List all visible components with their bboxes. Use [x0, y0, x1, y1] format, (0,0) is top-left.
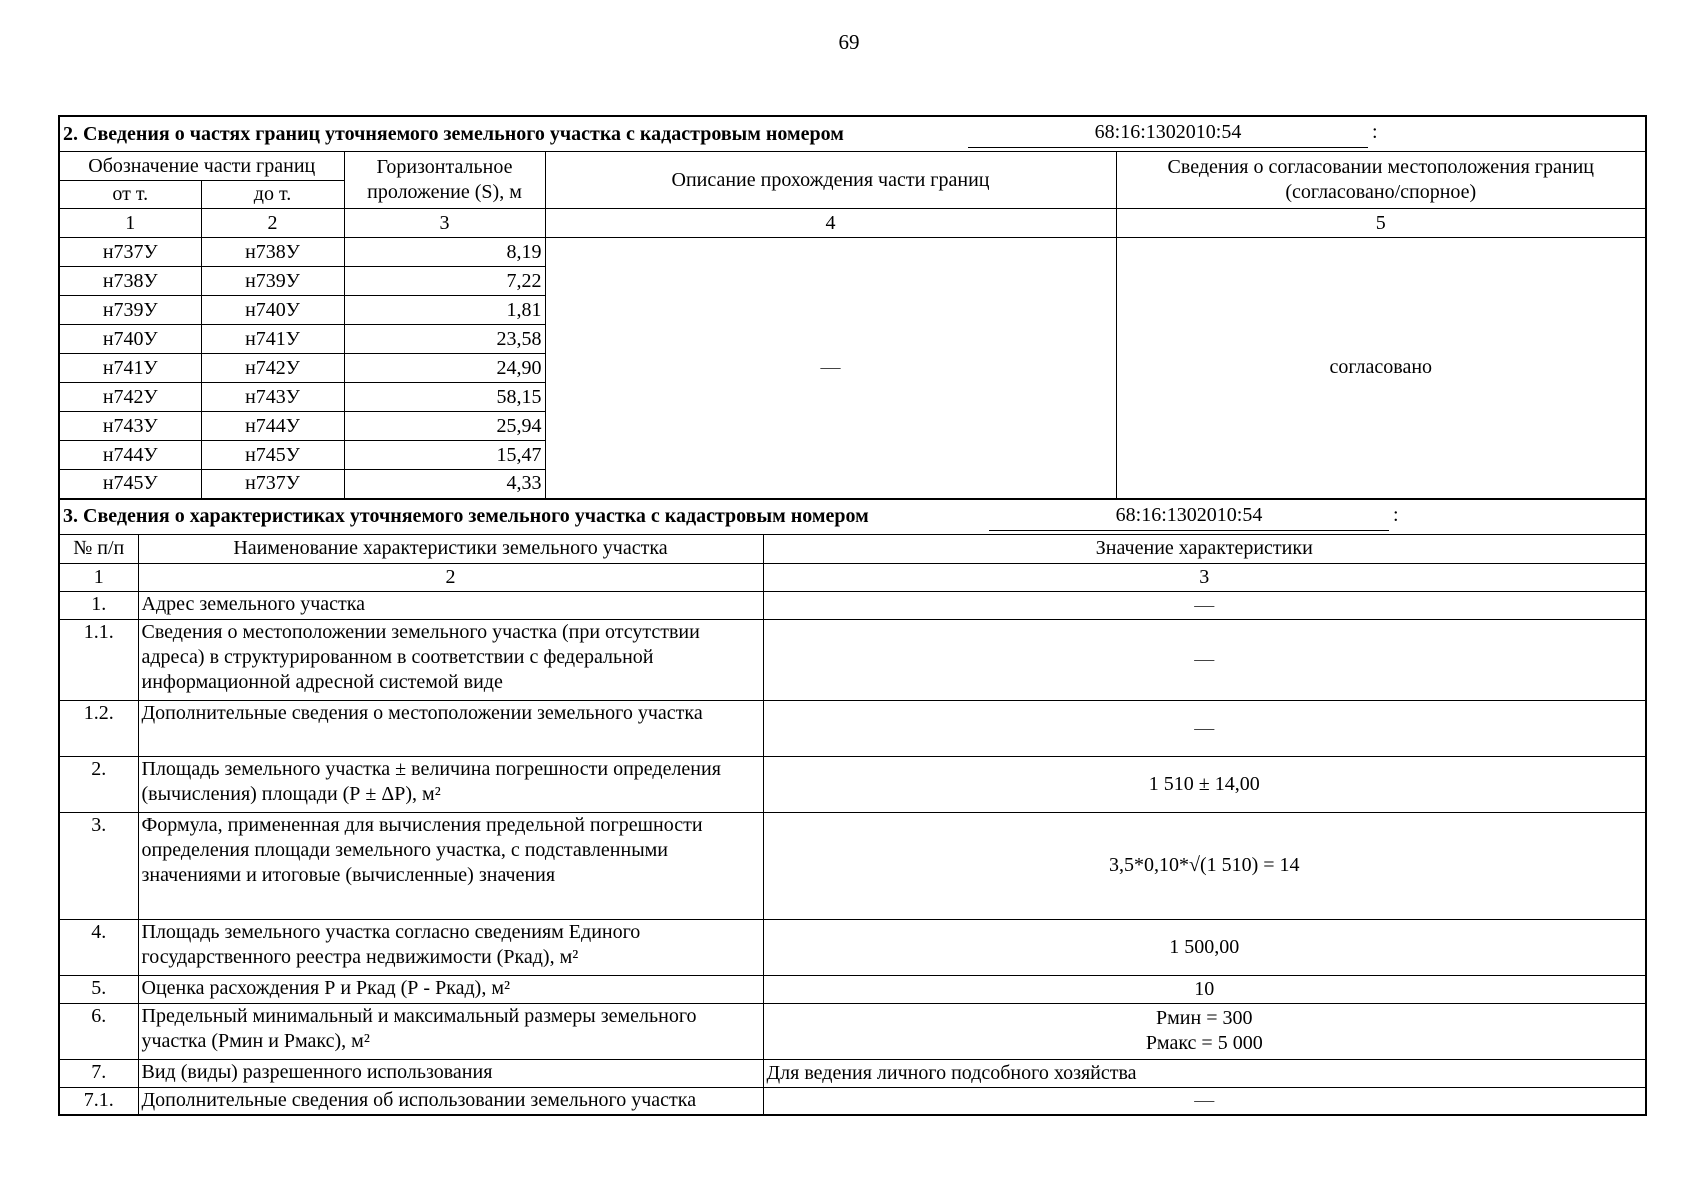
table-row — [59, 238, 1646, 267]
row-number: 1.1. — [59, 619, 138, 700]
from-point: н740У — [59, 325, 201, 354]
col-number: 3 — [344, 209, 545, 238]
section2-title: 2. Сведения о частях границ уточняемого земельного участка с кадастровым номером — [63, 122, 844, 145]
table-row — [59, 1087, 1646, 1115]
row-number: 5. — [59, 975, 138, 1003]
horizontal-length: 25,94 — [344, 412, 545, 441]
to-point: н740У — [201, 296, 344, 325]
header-designation: Обозначение части границ — [59, 152, 344, 181]
to-point: н742У — [201, 354, 344, 383]
section3-cadastral-number: 68:16:1302010:54 — [989, 500, 1389, 531]
horizontal-length: 24,90 — [344, 354, 545, 383]
characteristic-value: 1 510 ± 14,00 — [763, 756, 1646, 812]
row-number: 6. — [59, 1003, 138, 1059]
row-number: 7. — [59, 1059, 138, 1087]
header-agreement: Сведения о согласовании местоположения границ (согласовано/спорное) — [1116, 152, 1646, 209]
characteristic-value: — — [763, 700, 1646, 756]
from-point: н741У — [59, 354, 201, 383]
horizontal-length: 4,33 — [344, 470, 545, 499]
col-number: 2 — [201, 209, 344, 238]
characteristic-value: 3,5*0,10*√(1 510) = 14 — [763, 812, 1646, 919]
horizontal-length: 1,81 — [344, 296, 545, 325]
header-name: Наименование характеристики земельного участка — [138, 534, 763, 563]
from-point: н737У — [59, 238, 201, 267]
to-point: н745У — [201, 441, 344, 470]
col-number: 5 — [1116, 209, 1646, 238]
header-value: Значение характеристики — [763, 534, 1646, 563]
row-number: 1.2. — [59, 700, 138, 756]
characteristic-name: Вид (виды) разрешенного использования — [138, 1059, 763, 1087]
characteristic-value: 1 500,00 — [763, 919, 1646, 975]
description-value: — — [545, 238, 1116, 499]
to-point: н743У — [201, 383, 344, 412]
page-number: 69 — [838, 30, 860, 54]
col-number: 1 — [59, 209, 201, 238]
from-point: н739У — [59, 296, 201, 325]
table-row — [59, 700, 1646, 756]
from-point: н744У — [59, 441, 201, 470]
header-description: Описание прохождения части границ — [545, 152, 1116, 209]
table-row — [59, 591, 1646, 619]
row-number: 4. — [59, 919, 138, 975]
col-number: 4 — [545, 209, 1116, 238]
header-to: до т. — [201, 181, 344, 209]
horizontal-length: 8,19 — [344, 238, 545, 267]
from-point: н742У — [59, 383, 201, 412]
section3-title-cell — [59, 499, 1646, 535]
section3-title: 3. Сведения о характеристиках уточняемого земельного участка с кадастровым номером — [63, 505, 869, 527]
to-point: н744У — [201, 412, 344, 441]
horizontal-length: 7,22 — [344, 267, 545, 296]
table-row — [59, 975, 1646, 1003]
section2-colon: : — [1372, 121, 1378, 143]
horizontal-length: 58,15 — [344, 383, 545, 412]
from-point: н743У — [59, 412, 201, 441]
table-row — [59, 919, 1646, 975]
section2-table — [58, 115, 1647, 500]
characteristic-value: — — [763, 1087, 1646, 1115]
col-number: 1 — [59, 563, 138, 591]
section3-colon: : — [1393, 503, 1399, 526]
characteristic-value: Для ведения личного подсобного хозяйства — [763, 1059, 1646, 1087]
table-row — [59, 619, 1646, 700]
characteristic-name: Адрес земельного участка — [138, 591, 763, 619]
to-point: н739У — [201, 267, 344, 296]
agreement-value: согласовано — [1116, 238, 1646, 499]
col-number: 3 — [763, 563, 1646, 591]
characteristic-value: — — [763, 591, 1646, 619]
section2-title-cell — [59, 116, 1646, 152]
characteristic-name: Дополнительные сведения о местоположении земельного участка — [138, 700, 763, 756]
from-point: н745У — [59, 470, 201, 499]
row-number: 7.1. — [59, 1087, 138, 1115]
table-row — [59, 756, 1646, 812]
characteristic-name: Площадь земельного участка ± величина погрешности определения (вычисления) площади (Р ± ΔР), м² — [138, 756, 763, 812]
row-number: 1. — [59, 591, 138, 619]
characteristic-name: Формула, примененная для вычисления предельной погрешности определения площади земельного участка, с подставленными значениями и итоговые (вычисленные) значения — [138, 812, 763, 919]
horizontal-length: 23,58 — [344, 325, 545, 354]
col-number: 2 — [138, 563, 763, 591]
table-row — [59, 1003, 1646, 1059]
characteristic-name: Сведения о местоположении земельного участка (при отсутствии адреса) в структурированном в соответствии с федеральной информационной адресной системой виде — [138, 619, 763, 700]
header-horizontal: Горизонтальное проложение (S), м — [344, 152, 545, 209]
header-from: от т. — [59, 181, 201, 209]
characteristic-value: — — [763, 619, 1646, 700]
characteristic-name: Оценка расхождения Р и Ркад (Р - Ркад), м² — [138, 975, 763, 1003]
characteristic-name: Дополнительные сведения об использовании земельного участка — [138, 1087, 763, 1115]
characteristic-name: Площадь земельного участка согласно сведениям Единого государственного реестра недвижимости (Ркад), м² — [138, 919, 763, 975]
min-size-value: Рмин = 300 — [1156, 1007, 1253, 1029]
from-point: н738У — [59, 267, 201, 296]
characteristic-value — [763, 1003, 1646, 1059]
to-point: н741У — [201, 325, 344, 354]
table-row — [59, 812, 1646, 919]
table-row — [59, 1059, 1646, 1087]
section3-table — [58, 498, 1647, 1117]
characteristic-name: Предельный минимальный и максимальный размеры земельного участка (Рмин и Рмакс), м² — [138, 1003, 763, 1059]
to-point: н738У — [201, 238, 344, 267]
section2-cadastral-number: 68:16:1302010:54 — [968, 117, 1368, 148]
document-body — [58, 115, 1645, 1116]
header-num: № п/п — [59, 534, 138, 563]
row-number: 2. — [59, 756, 138, 812]
row-number: 3. — [59, 812, 138, 919]
characteristic-value: 10 — [763, 975, 1646, 1003]
horizontal-length: 15,47 — [344, 441, 545, 470]
max-size-value: Рмакс = 5 000 — [1145, 1032, 1263, 1054]
to-point: н737У — [201, 470, 344, 499]
